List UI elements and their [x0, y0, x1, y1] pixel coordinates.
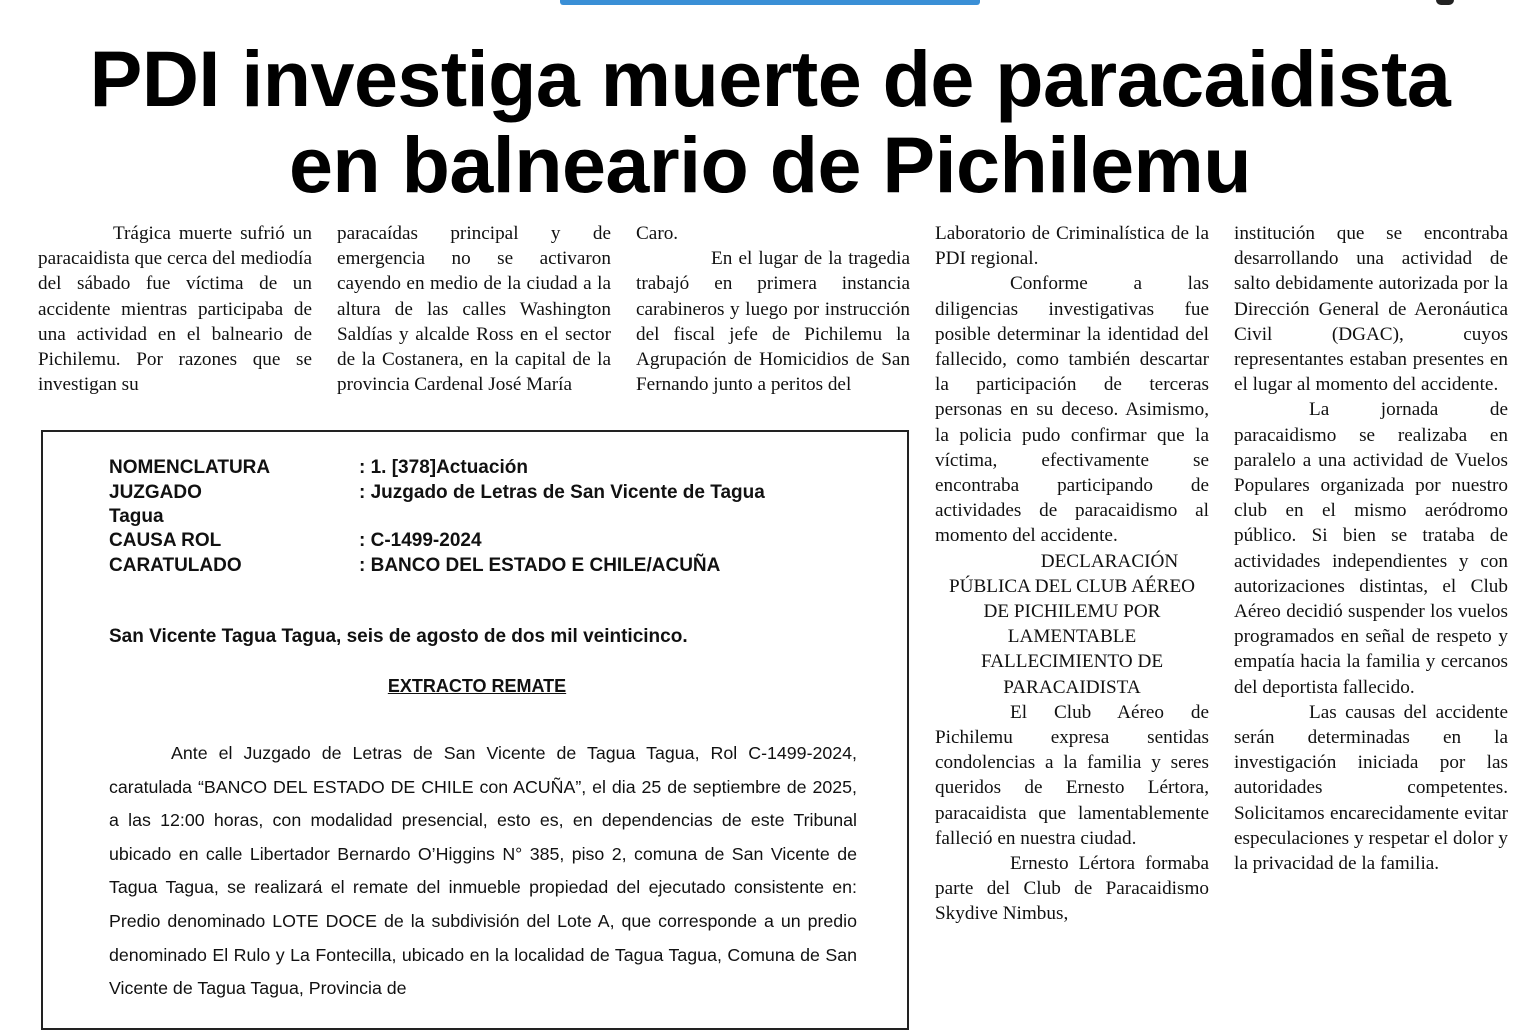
notice-body: Ante el Juzgado de Letras de San Vicente de Tagua Tagua, Rol C-1499-2024, caratulada “BANCO DEL ESTADO DE CHILE con ACUÑA”, el dia 25 de septiembre de 2025, a las 12:00 horas, con modalidad presencial, esto es, en dependencias de este Tribunal ubicado en calle Libertador Bernardo O’Higgins N° 385, piso 2, comuna de San Vicente de Tagua Tagua, se realizará el remate del inmueble propiedad del ejecutado consistente en: Predio denominado LOTE DOCE de la subdivisión del Lote A, que corresponde a un predio denominado El Rulo y La Fontecilla, ubicado en la localidad de Tagua Tagua, Comuna de San Vicente de Tagua Tagua, Provincia de: [109, 743, 857, 999]
paragraph: En el lugar de la tragedia trabajó en primera instancia carabineros y luego por instrucción del fiscal jefe de Pichilemu la Agrupación de Homicidios de San Fernando junto a peritos del: [636, 248, 910, 396]
paragraph: Caro.: [636, 223, 679, 244]
headline-line-1: PDI investiga muerte de paracaidista: [89, 34, 1451, 123]
meta-row-caratulado: [109, 554, 849, 579]
meta-row-nomenclatura: [109, 456, 849, 481]
headline: [40, 36, 1500, 208]
notice-date-line: San Vicente Tagua Tagua, seis de agosto de dos mil veinticinco.: [109, 626, 688, 647]
paragraph: Laboratorio de Criminalística de la PDI regional.: [935, 223, 1209, 270]
meta-key: CARATULADO: [109, 554, 242, 576]
paragraph: paracaídas principal y de emergencia no se activaron cayendo en medio de la ciudad a la altura de las calles Washington Saldías y alcalde Ross en el sector de la Costanera, en la capital de la provincia Cardenal José María: [337, 223, 611, 396]
paragraph: Trágica muerte sufrió un paracaidista que cerca del mediodía del sábado fue víctima de un accidente mientras participaba de una actividad en el balneario de Pichilemu. Por razones que se investigan su: [38, 223, 312, 396]
headline-line-2: en balneario de Pichilemu: [288, 120, 1252, 209]
paragraph: institución que se encontraba desarrollando una actividad de salto debidamente autorizada por la Dirección General de Aeronáutica Civil (DGAC), cuyos representantes estaban presentes en el lugar al momento del accidente.: [1234, 223, 1508, 396]
meta-value: : Juzgado de Letras de San Vicente de Tagua: [359, 481, 765, 503]
meta-value: : C-1499-2024: [359, 530, 482, 551]
paragraph: Conforme a las diligencias investigativas fue posible determinar la identidad del fallecido, como también descartar la participación de terceras personas en su deceso. Asimismo, la policia pudo confirmar que la víctima, efectivamente se encontraba participando de actividades de paracaidismo al momento del accidente.: [935, 273, 1209, 547]
article-column-2: [337, 221, 611, 397]
paragraph: La jornada de paracaidismo se realizaba en paralelo a una actividad de Vuelos Populares organizada por nuestro club en el mismo aeródromo público. Si bien se trataba de actividades independientes y con autorizaciones distintas, el Club Aéreo decidió suspender los vuelos programados en señal de respeto y empatía hacia la familia y cercanos del deportista fallecido.: [1234, 399, 1508, 698]
declaration-title: DECLARACIÓN PÚBLICA DEL CLUB AÉREO DE PICHILEMU POR LAMENTABLE FALLECIMIENTO DE PARACAIDISTA: [948, 550, 1196, 698]
notice-heading: EXTRACTO REMATE: [387, 676, 567, 696]
meta-key: CAUSA ROL: [109, 530, 222, 551]
article-column-3: [636, 221, 910, 397]
article-column-5: [1234, 221, 1508, 876]
article-column-4: [935, 221, 1209, 927]
meta-wrapped-text: Tagua: [109, 506, 164, 527]
meta-row-causa-rol: [109, 529, 849, 554]
article-column-1: [38, 221, 312, 397]
section-banner-fragment: [560, 0, 980, 5]
meta-key: NOMENCLATURA: [109, 457, 271, 478]
meta-key: JUZGADO: [109, 481, 202, 503]
case-metadata: [109, 456, 849, 578]
meta-value: : BANCO DEL ESTADO E CHILE/ACUÑA: [359, 554, 721, 576]
legal-notice-box: [41, 430, 909, 1030]
meta-row-juzgado: [109, 481, 849, 506]
paragraph: Ernesto Lértora formaba parte del Club de Paracaidismo Skydive Nimbus,: [935, 853, 1209, 925]
paragraph: Las causas del accidente serán determinadas en la investigación iniciada por las autoridades competentes. Solicitamos encarecidamente evitar especulaciones y respetar el dolor y la privacidad de la familia.: [1234, 701, 1508, 875]
paragraph: El Club Aéreo de Pichilemu expresa sentidas condolencias a la familia y seres queridos de Ernesto Lértora, paracaidista que lamentablemente falleció en nuestra ciudad.: [935, 701, 1209, 849]
previous-page-strip: [0, 0, 1540, 6]
page-mark-fragment: [1436, 0, 1454, 5]
meta-value: : 1. [378]Actuación: [359, 457, 528, 478]
